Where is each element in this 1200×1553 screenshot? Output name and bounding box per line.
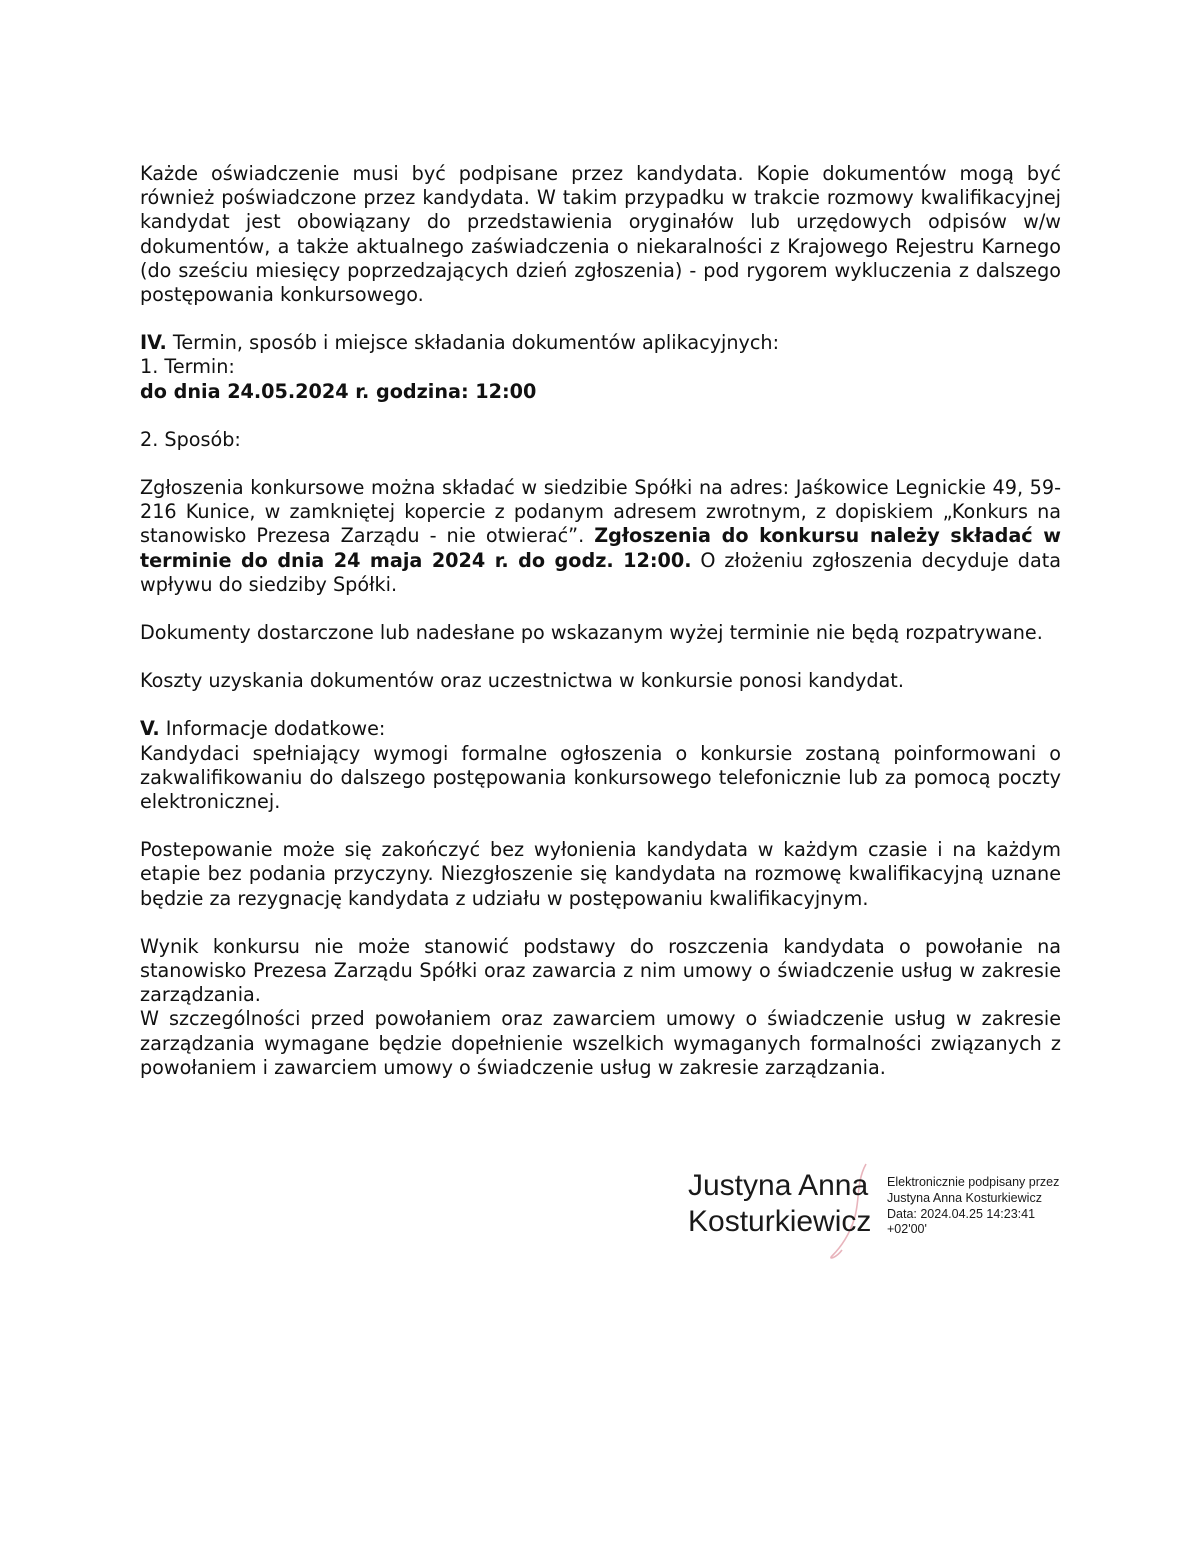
paragraph-particularly: W szczególności przed powołaniem oraz zawarciem umowy o świadczenie usług w zakresie zarządzania wymagane będzie dopełnienie wszelkich wymaganych formalności związanych z powołaniem i zawarciem umowy o świadczenie usług w zakresie zarządzania. [140, 1007, 1061, 1079]
section-v-title: Informacje dodatkowe: [159, 717, 386, 741]
paragraph-procedure: Postepowanie może się zakończyć bez wyłonienia kandydata w każdym czasie i na każdym etapie bez podania przyczyny. Niezgłoszenie się kandydata na rozmowę kwalifikacyjną uznane będzie za rezygnację kandydata z udziału w postępowaniu kwalifikacyjnym. [140, 838, 1061, 910]
section-iv-heading [140, 331, 1061, 355]
paragraph-costs: Koszty uzyskania dokumentów oraz uczestnictwa w konkursie ponosi kandydat. [140, 669, 904, 693]
section-v-heading [140, 717, 1061, 741]
paragraph-candidates: Kandydaci spełniający wymogi formalne ogłoszenia o konkursie zostaną poinformowani o zakwalifikowaniu do dalszego postępowania konkursowego telefonicznie lub za pomocą poczty elektronicznej. [140, 741, 1061, 814]
submissions-text-a: Zgłoszenia konkursowe można składać w siedzibie Spółki na adres: Jaśkowice Legnickie 49, 59-216 Kunice, w zamkniętej kopercie z podanym adresem zwrotnym, z dopiskiem „Konkurs na stanowisko Prezesa Zarządu - nie otwierać”. [140, 476, 1061, 548]
signer-name-line1: Justyna Anna [688, 1169, 869, 1202]
section-iv-title: Termin, sposób i miejsce składania dokumentów aplikacyjnych: [166, 331, 780, 355]
paragraph-result: Wynik konkursu nie może stanowić podstawy do roszczenia kandydata o powołanie na stanowisko Prezesa Zarządu Spółki oraz zawarcia z nim umowy o świadczenie usług w zakresie zarządzania. [140, 934, 1061, 1007]
signature-details [887, 1175, 1097, 1238]
deadline-value-text: do dnia 24.05.2024 r. godzina: 12:00 [140, 379, 537, 403]
signer-name [688, 1168, 888, 1240]
signature-info-line4: +02'00' [887, 1222, 927, 1237]
submissions-text-c: O złożeniu zgłoszenia decyduje data wpływu do siedziby Spółki. [140, 548, 1062, 596]
deadline-label: 1. Termin: [140, 355, 235, 379]
submissions-text-bold: Zgłoszenia do konkursu należy składać w terminie do dnia 24 maja 2024 r. do godz. 12:00. [140, 524, 1061, 572]
document-page [140, 162, 1061, 1080]
paragraph-declarations: Każde oświadczenie musi być podpisane przez kandydata. Kopie dokumentów mogą być również poświadczone przez kandydata. W takim przypadku w trakcie rozmowy kwalifikacyjnej kandydat jest obowiązany do przedstawienia oryginałów lub urzędowych odpisów w/w dokumentów, a także aktualnego zaświadczenia o niekaralności z Krajowego Rejestru Karnego (do sześciu miesięcy poprzedzających dzień zgłoszenia) - pod rygorem wykluczenia z dalszego postępowania konkursowego. [140, 162, 1061, 307]
deadline-value [140, 380, 1061, 404]
signer-name-line2: Kosturkiewicz [688, 1205, 872, 1238]
section-iv-number: IV. [140, 331, 167, 355]
signature-info-line3: Data: 2024.04.25 14:23:41 [887, 1206, 1036, 1221]
paragraph-submissions [140, 476, 1061, 597]
paragraph-late-documents: Dokumenty dostarczone lub nadesłane po wskazanym wyżej terminie nie będą rozpatrywane. [140, 621, 1043, 645]
method-label: 2. Sposób: [140, 427, 241, 451]
signature-info-line1: Elektronicznie podpisany przez [887, 1175, 1060, 1189]
signature-info-line2: Justyna Anna Kosturkiewicz [887, 1190, 1042, 1205]
electronic-signature [688, 1168, 1088, 1268]
section-v-number: V. [140, 717, 160, 741]
